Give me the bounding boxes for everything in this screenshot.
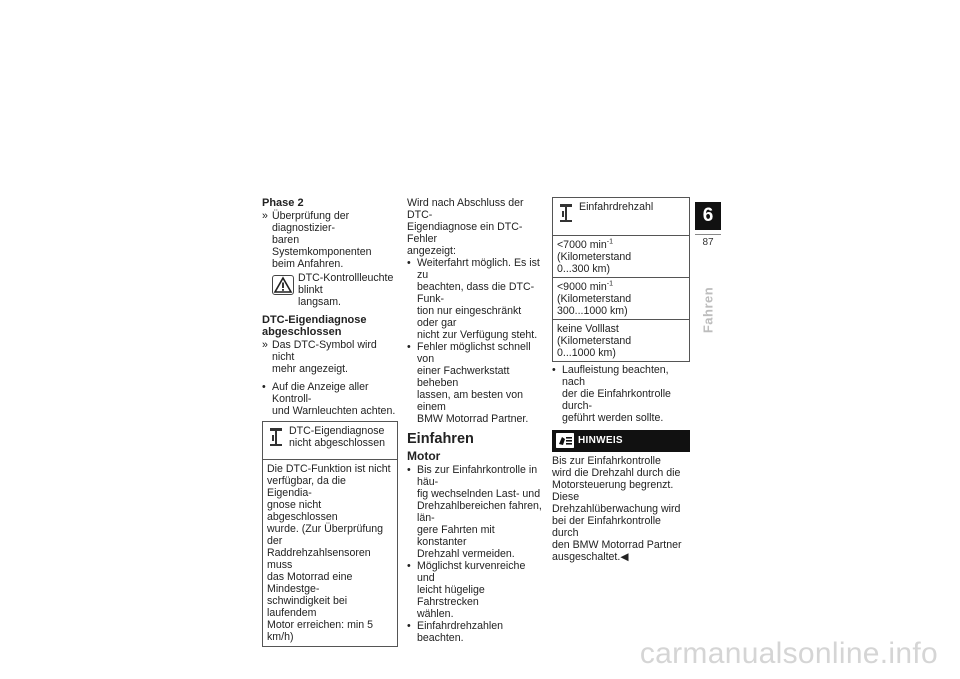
note-banner bbox=[552, 430, 690, 452]
table-rows bbox=[553, 236, 689, 361]
table-header: Einfahrdrehzahl bbox=[553, 198, 689, 236]
instruction-item: » Überprüfung der diagnostizier- baren Systemkomponenten beim Anfahren. bbox=[262, 209, 372, 270]
watermark: carmanualsonline.info bbox=[639, 637, 938, 670]
warning-indicator-row bbox=[272, 272, 398, 308]
instruction-item: » Das DTC-Symbol wird nicht mehr angezeigt. bbox=[262, 338, 377, 375]
column-3 bbox=[552, 197, 690, 563]
warning-triangle-icon bbox=[272, 275, 294, 295]
section-heading: Einfahren bbox=[407, 431, 474, 447]
table-row: keine Volllast (Kilometerstand 0...1000 km) bbox=[553, 319, 689, 361]
end-mark-icon: ◀ bbox=[620, 551, 629, 563]
instruction-line: beim Anfahren. bbox=[272, 257, 344, 270]
column-2 bbox=[407, 197, 544, 644]
chapter-number: 6 bbox=[695, 202, 721, 230]
table-row: <9000 $\min^{-1}$ (Kilometerstand 300...1000 km) bbox=[553, 277, 689, 319]
page-number: 87 bbox=[695, 234, 721, 248]
box-header: DTC-Eigendiagnose nicht abgeschlossen bbox=[263, 422, 397, 460]
phase-heading: Phase 2 bbox=[262, 197, 304, 209]
bullet-item: • Fehler möglichst schnell von einer Fachwerkstatt beheben lassen, am besten von einem BMW Motorrad Partner. bbox=[407, 341, 531, 425]
bullet-item: • Laufleistung beachten, nach der die Einfahrkontrolle durch- geführt werden sollte. bbox=[552, 364, 671, 424]
indicator-text: DTC-Kontrollleuchte blinkt bbox=[298, 271, 394, 296]
column-1 bbox=[262, 197, 398, 647]
bullet-item: • Einfahrdrehzahlen beachten. bbox=[407, 620, 503, 644]
note-text: Bis zur Einfahrkontrolle wird die Drehzahl durch die Motorsteuerung begrenzt. Diese Drehzahlüberwachung wird bei der Einfahrkontrolle durch den BMW Motorrad Partner ausgeschaltet.◀ bbox=[552, 455, 682, 563]
box-body: Die DTC-Funktion ist nicht verfügbar, da die Eigendia- gnose nicht abgeschlossen wurde. (Zur Überprüfung der Raddrehzahlsensoren muss das Motorrad eine Mindestge- schwindigkeit bei laufendem Motor erreichen: min 5 km/h) bbox=[267, 462, 391, 643]
intro-paragraph: Wird nach Abschluss der DTC- Eigendiagnose ein DTC-Fehler angezeigt: bbox=[407, 197, 524, 257]
dtc-info-box bbox=[262, 421, 398, 647]
bullet-item: • Bis zur Einfahrkontrolle in häu- fig wechselnden Last- und Drehzahlbereichen fahren, län- gere Fahrten mit konstanter Drehzahl vermeiden. bbox=[407, 464, 542, 560]
tool-icon bbox=[559, 203, 573, 225]
instruction-line: Überprüfung der diagnostizier- bbox=[272, 209, 350, 234]
bullet-item: • Auf die Anzeige aller Kontroll- und Warnleuchten achten. bbox=[262, 380, 396, 417]
tool-icon bbox=[269, 427, 283, 449]
instruction-line: baren Systemkomponenten bbox=[272, 233, 372, 258]
rpm-table bbox=[552, 197, 690, 362]
bullet-item: • Weiterfahrt möglich. Es ist zu beachten, dass die DTC-Funk- tion nur eingeschränkt oder gar nicht zur Verfügung steht. bbox=[407, 257, 540, 341]
table-row: <7000 $\min^{-1}$ (Kilometerstand 0...300 km) bbox=[557, 238, 632, 275]
dtc-heading: DTC-Eigendiagnose abgeschlossen bbox=[262, 313, 367, 338]
note-icon bbox=[556, 433, 574, 448]
chapter-side-label: Fahren bbox=[700, 286, 716, 334]
note-label: HINWEIS bbox=[578, 435, 623, 446]
sub-heading: Motor bbox=[407, 449, 441, 463]
indicator-text: langsam. bbox=[298, 295, 341, 308]
bullet-item: • Möglichst kurvenreiche und leicht hügelige Fahrstrecken wählen. bbox=[407, 560, 526, 620]
